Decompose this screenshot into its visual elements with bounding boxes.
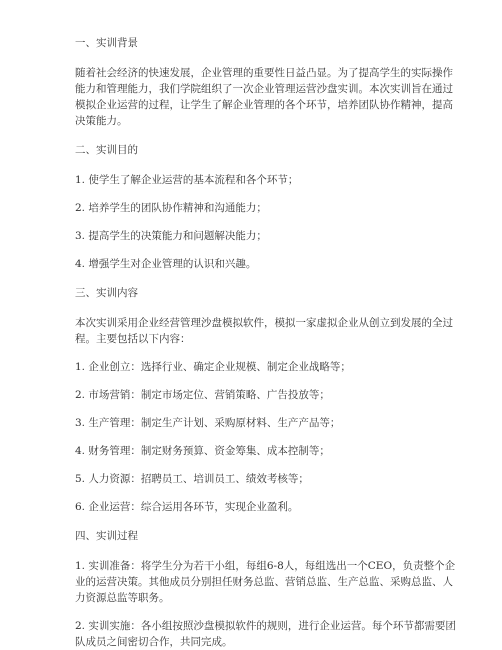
content-item: 1. 企业创立：选择行业、确定企业规模、制定企业战略等； (75, 361, 351, 373)
content-item: 2. 市场营销：制定市场定位、营销策略、广告投放等； (75, 389, 330, 401)
purpose-item: 1. 使学生了解企业运营的基本流程和各个环节； (75, 174, 299, 186)
purpose-item: 4. 增强学生对企业管理的认识和兴趣。 (75, 258, 257, 270)
content-item: 5. 人力资源：招聘员工、培训员工、绩效考核等； (75, 473, 309, 485)
section-heading-background: 一、实训背景 (75, 37, 138, 49)
section-heading-content: 三、实训内容 (75, 287, 138, 299)
purpose-item: 3. 提高学生的决策能力和问题解决能力； (75, 230, 267, 242)
content-item: 3. 生产管理：制定生产计划、采购原材料、生产产品等； (75, 417, 341, 429)
section-heading-purpose: 二、实训目的 (75, 144, 138, 156)
process-item: 2. 实训实施：各小组按照沙盘模拟软件的规则，进行企业运营。每个环节都需要团队成员之间密切合作，共同完成。 (75, 620, 456, 648)
background-paragraph: 随着社会经济的快速发展，企业管理的重要性日益凸显。为了提高学生的实际操作能力和管理能力，我们学院组织了一次企业管理运营沙盘实训。本次实训旨在通过模拟企业运营的过程，让学生了解企业管理的各个环节，培养团队协作精神，提高决策能力。 (75, 67, 453, 127)
content-item: 6. 企业运营：综合运用各环节，实现企业盈利。 (75, 501, 299, 513)
content-item: 4. 财务管理：制定财务预算、资金筹集、成本控制等； (75, 445, 330, 457)
content-intro-paragraph: 本次实训采用企业经营管理沙盘模拟软件，模拟一家虚拟企业从创立到发展的全过程。主要包括以下内容： (75, 317, 453, 345)
section-heading-process: 四、实训过程 (75, 530, 138, 542)
process-item: 1. 实训准备：将学生分为若干小组，每组6-8人，每组选出一个CEO，负责整个企业的运营决策。其他成员分别担任财务总监、营销总监、生产总监、采购总监、人力资源总监等职务。 (75, 560, 456, 604)
purpose-item: 2. 培养学生的团队协作精神和沟通能力； (75, 202, 267, 214)
